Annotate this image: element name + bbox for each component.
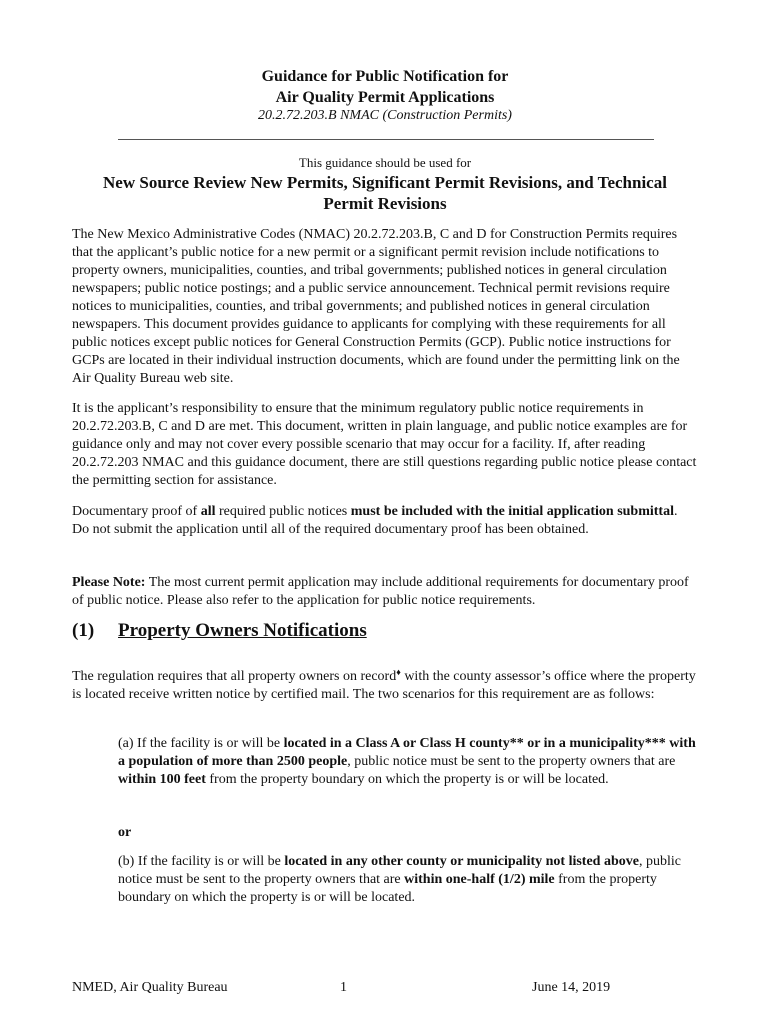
title-line-1: Guidance for Public Notification for: [261, 68, 509, 85]
scope-heading: New Source Review New Permits, Significant Permit Revisions, and Technical Permit Revisions: [103, 173, 667, 213]
text-run-bold: located in a Class A or Class H county** or in a municipality*** with a population of more than 2500 people: [118, 736, 696, 769]
text-run-bold: within 100 feet: [118, 772, 206, 787]
regulation-reference: 20.2.72.203.B NMAC (Construction Permits): [258, 108, 512, 123]
usage-note: This guidance should be used for: [298, 155, 472, 170]
text-run: (b) If the facility is or will be: [118, 854, 285, 869]
text-run: from the property boundary on which the property is or will be located.: [205, 772, 609, 787]
footer-date: June 14, 2019: [532, 980, 611, 995]
text-run-bold: all: [200, 504, 216, 519]
section-1-paragraph: [72, 663, 698, 704]
section-heading: [72, 620, 367, 642]
intro-paragraph-2: It is the applicant’s responsibility to ensure that the minimum regulatory public notice requirements in 20.2.72.203.B, C and D are met. This document, written in plain language, and public notice examples are for guidance only and may not cover every possible scenario that may occur for a facility. If, after reading 20.2.72.203 NMAC and this guidance document, there are still questions regarding public notice please contact the permitting section for assistance.: [72, 401, 697, 488]
intro-paragraph-1: The New Mexico Administrative Codes (NMAC) 20.2.72.203.B, C and D for Construction Permits requires that the applicant’s public notice for a new permit or a significant permit revision include notifications to property owners, municipalities, counties, and tribal governments; published notices in general circulation newspapers; public notice postings; and a public service announcement. Technical permit revisions require notices to municipalities, counties, and tribal governments; and published notices in general circulation newspapers. This document provides guidance to applicants for complying with these requirements for all public notices except public notices for General Construction Permits (GCP). Public notice instructions for GCPs are located in their individual instruction documents, which are found under the permitting link on the Air Quality Bureau web site.: [72, 227, 680, 386]
text-run: from the property boundary on which the property is or will be located.: [118, 872, 657, 905]
title-line-2: Air Quality Permit Applications: [275, 89, 495, 106]
or-separator: or: [118, 825, 132, 840]
note-label: Please Note:: [72, 575, 146, 590]
divider: [118, 139, 654, 140]
intro-paragraph-3: [72, 503, 698, 539]
text-run: The regulation requires that all property owners on record: [72, 669, 397, 684]
section-number: (1): [72, 620, 95, 641]
text-run-bold: located in any other county or municipality not listed above: [284, 854, 639, 869]
section-title: Property Owners Notifications: [118, 620, 367, 641]
footnote-marker: ♦: [396, 667, 401, 677]
scenario-b: [118, 853, 698, 907]
text-run: , public notice must be sent to the property owners that are: [347, 754, 676, 769]
text-run-bold: within one-half (1/2) mile: [404, 872, 555, 887]
note-text: The most current permit application may include additional requirements for documentary proof of public notice. Please also refer to the application for public notice requirements.: [72, 575, 689, 608]
please-note: [72, 574, 698, 610]
text-run: required public notices: [215, 504, 351, 519]
footer-organization: NMED, Air Quality Bureau: [72, 980, 228, 995]
document-title: [0, 66, 770, 108]
scenario-a: [118, 735, 698, 789]
text-run-bold: must be included with the initial application submittal: [350, 504, 674, 519]
page-number: 1: [340, 980, 347, 995]
text-run: , public notice must be sent to the property owners that are: [118, 854, 681, 887]
text-run: . Do not submit the application until all of the required documentary proof has been obtained.: [72, 504, 678, 537]
text-run: Documentary proof of: [72, 504, 201, 519]
text-run: (a) If the facility is or will be: [118, 736, 284, 751]
text-run: with the county assessor’s office where the property is located receive written notice by certified mail. The two scenarios for this requirement are as follows:: [72, 669, 696, 702]
